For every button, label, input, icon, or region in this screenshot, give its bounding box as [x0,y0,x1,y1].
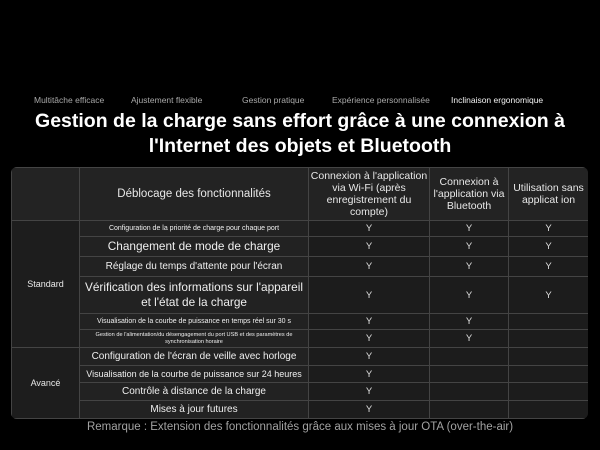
wifi-cell: Y [309,314,430,330]
feature-cell: Mises à jour futures [80,401,309,419]
noapp-cell: Y [509,277,589,314]
table-row [12,277,589,314]
feature-cell: Vérification des informations sur l'appareil et l'état de la charge [80,277,309,314]
table-row [12,221,589,237]
feature-cell: Contrôle à distance de la charge [80,383,309,401]
footnote: Remarque : Extension des fonctionnalités grâce aux mises à jour OTA (over-the-air) [86,421,514,433]
tab-ajustement[interactable]: Ajustement flexible [131,95,203,105]
wifi-cell: Y [309,383,430,401]
feature-cell: Visualisation de la courbe de puissance en temps réel sur 30 s [80,314,309,330]
feature-cell: Configuration de l'écran de veille avec horloge [80,348,309,366]
noapp-cell [509,330,589,348]
bluetooth-cell [430,401,509,419]
noapp-cell [509,383,589,401]
bluetooth-cell: Y [430,221,509,237]
wifi-cell: Y [309,366,430,383]
feature-table [11,167,588,419]
noapp-cell [509,314,589,330]
wifi-cell: Y [309,401,430,419]
bluetooth-cell [430,348,509,366]
wifi-cell: Y [309,237,430,257]
wifi-cell: Y [309,277,430,314]
header-noapp: Utilisation sans applicat ion [509,168,589,221]
page-title-line-1: Gestion de la charge sans effort grâce à une connexion à [35,110,565,132]
page-title-line-2: l'Internet des objets et Bluetooth [148,135,452,157]
wifi-cell: Y [309,330,430,348]
table-row [12,314,589,330]
bluetooth-cell: Y [430,237,509,257]
feature-cell: Gestion de l'alimentation/du désengagement du port USB et des paramètres de synchronisation horaire [80,330,309,348]
noapp-cell [509,401,589,419]
feature-cell: Changement de mode de charge [80,237,309,257]
feature-tabs [0,95,600,107]
header-wifi: Connexion à l'application via Wi-Fi (après enregistrement du compte) [309,168,430,221]
table-row [12,257,589,277]
bluetooth-cell: Y [430,277,509,314]
bluetooth-cell: Y [430,257,509,277]
feature-cell: Configuration de la priorité de charge pour chaque port [80,221,309,237]
noapp-cell: Y [509,257,589,277]
feature-cell: Réglage du temps d'attente pour l'écran [80,257,309,277]
noapp-cell: Y [509,221,589,237]
tab-inclinaison[interactable]: Inclinaison ergonomique [451,95,544,105]
bluetooth-cell: Y [430,314,509,330]
tab-multitache[interactable]: Multitâche efficace [34,95,105,105]
header-empty [12,168,80,221]
bluetooth-cell [430,383,509,401]
table-row [12,348,589,366]
bluetooth-cell: Y [430,330,509,348]
tab-experience[interactable]: Expérience personnalisée [332,95,430,105]
table-row [12,401,589,419]
wifi-cell: Y [309,348,430,366]
noapp-cell [509,366,589,383]
table-row [12,237,589,257]
table-row [12,366,589,383]
wifi-cell: Y [309,257,430,277]
feature-table-container [11,167,588,419]
category-advanced: Avancé [12,348,80,419]
header-bluetooth: Connexion à l'application via Bluetooth [430,168,509,221]
header-feature: Déblocage des fonctionnalités [80,168,309,221]
tab-gestion[interactable]: Gestion pratique [242,95,305,105]
table-header-row [12,168,589,221]
table-row [12,330,589,348]
table-row [12,383,589,401]
wifi-cell: Y [309,221,430,237]
noapp-cell: Y [509,237,589,257]
noapp-cell [509,348,589,366]
bluetooth-cell [430,366,509,383]
page-title [0,109,600,159]
category-standard: Standard [12,221,80,348]
feature-cell: Visualisation de la courbe de puissance sur 24 heures [80,366,309,383]
